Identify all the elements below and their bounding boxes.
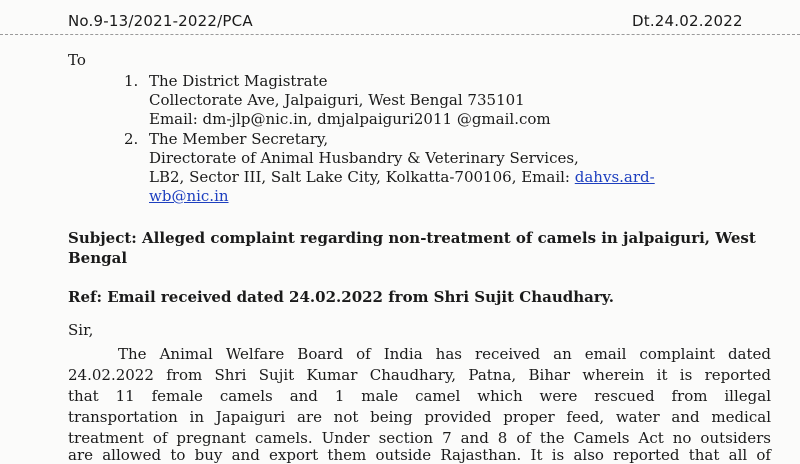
recipient-2-line bbox=[149, 187, 655, 206]
letter-date: Dt.24.02.2022 bbox=[632, 12, 743, 30]
recipient-1-address bbox=[149, 72, 551, 129]
recipient-2-line-text: LB2, Sector III, Salt Lake City, Kolkatta-700106, Email: bbox=[149, 168, 575, 186]
body-line: transportation in Japaiguri are not being provided proper feed, water and medical bbox=[68, 408, 771, 426]
body-line: treatment of pregnant camels. Under section 7 and 8 of the Camels Act no outsiders bbox=[68, 429, 771, 447]
reference-label: Ref: bbox=[68, 288, 102, 306]
subject-label: Subject: bbox=[68, 229, 137, 247]
subject-text: Alleged complaint regarding non-treatment of camels in jalpaiguri, West Bengal bbox=[68, 229, 756, 267]
body-line: are allowed to buy and export them outside Rajasthan. It is also reported that all of bbox=[68, 446, 771, 464]
body-line: The Animal Welfare Board of India has received an email complaint dated bbox=[118, 345, 771, 363]
email-link-continued[interactable]: wb@nic.in bbox=[149, 187, 229, 205]
body-line: 24.02.2022 from Shri Sujit Kumar Chaudhary, Patna, Bihar wherein it is reported bbox=[68, 366, 771, 384]
subject-line bbox=[68, 228, 788, 268]
body-line: that 11 female camels and 1 male camel which were rescued from illegal bbox=[68, 387, 771, 405]
recipient-1-line: Collectorate Ave, Jalpaiguri, West Bengal 735101 bbox=[149, 91, 525, 109]
to-label: To bbox=[68, 51, 86, 69]
recipient-2-line: Directorate of Animal Husbandry & Veterinary Services, bbox=[149, 149, 579, 167]
recipient-1-line: The District Magistrate bbox=[149, 72, 328, 90]
reference-line bbox=[68, 288, 614, 306]
header-divider bbox=[0, 34, 800, 35]
recipient-2-line: The Member Secretary, bbox=[149, 130, 329, 148]
email-link[interactable]: dahvs.ard- bbox=[574, 168, 655, 186]
recipient-2-line bbox=[149, 168, 655, 187]
recipient-2-number: 2. bbox=[124, 130, 139, 148]
reference-number: No.9-13/2021-2022/PCA bbox=[68, 12, 253, 30]
salutation: Sir, bbox=[68, 321, 94, 339]
recipient-2-address bbox=[149, 130, 655, 206]
recipient-1-number: 1. bbox=[124, 72, 139, 90]
reference-text: Email received dated 24.02.2022 from Shri Sujit Chaudhary. bbox=[107, 288, 614, 306]
recipient-1-line: Email: dm-jlp@nic.in, dmjalpaiguri2011 @gmail.com bbox=[149, 110, 551, 128]
